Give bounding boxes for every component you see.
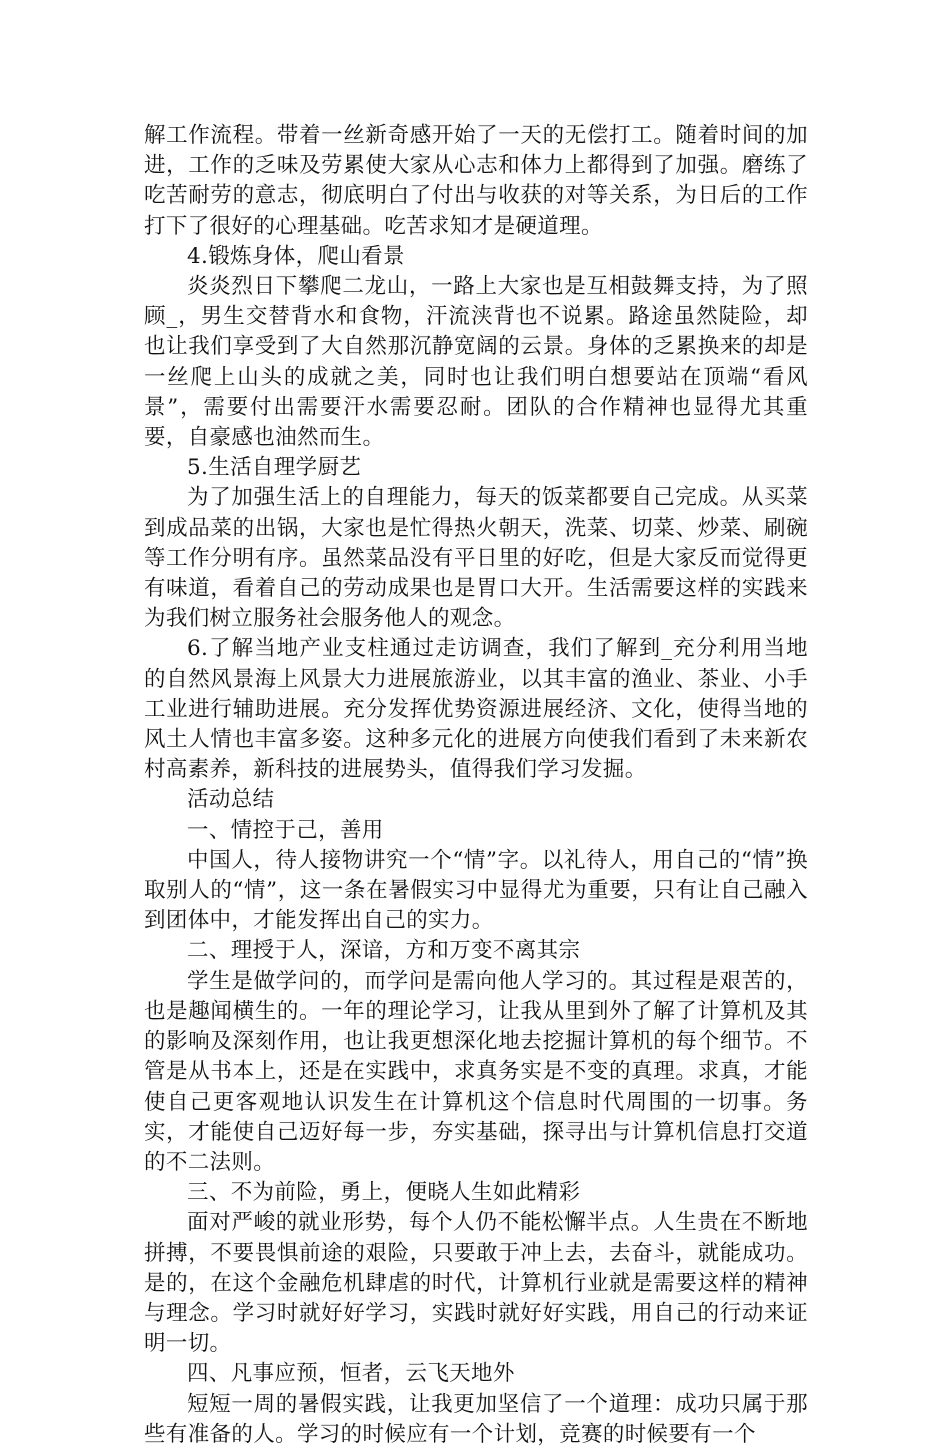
- heading-summary-4: 四、凡事应预，恒者，云飞天地外: [187, 1361, 515, 1387]
- paragraph-summary-4: 短短一周的暑假实践，让我更加坚信了一个道理：成功只属于那些有准备的人。学习的时候应有一个计划，竞赛的时候要有一个: [144, 1391, 808, 1447]
- paragraph-cooking: 为了加强生活上的自理能力，每天的饭菜都要自己完成。从买菜到成品菜的出锅，大家也是忙得热火朝天，洗菜、切菜、炒菜、刷碗等工作分明有序。虽然菜品没有平日里的好吃，但是大家反而觉得更有味道，看着自己的劳动成果也是胃口大开。生活需要这样的实践来为我们树立服务社会服务他人的观念。: [144, 485, 808, 632]
- paragraph-work-process: 解工作流程。带着一丝新奇感开始了一天的无偿打工。随着时间的加进，工作的乏味及劳累使大家从心志和体力上都得到了加强。磨练了吃苦耐劳的意志，彻底明白了付出与收获的对等关系，为日后的工作打下了很好的心理基础。吃苦求知才是硬道理。: [144, 123, 808, 239]
- heading-summary-1: 一、情控于己，善用: [187, 817, 384, 843]
- heading-activity-summary: 活动总结: [187, 787, 275, 813]
- heading-summary-3: 三、不为前险，勇上，便晓人生如此精彩: [187, 1180, 581, 1206]
- paragraph-summary-3: 面对严峻的就业形势，每个人仍不能松懈半点。人生贵在不断地拼搏，不要畏惧前途的艰险，只要敢于冲上去，去奋斗，就能成功。是的，在这个金融危机肆虐的时代，计算机行业就是需要这样的精神与理念。学习时就好好学习，实践时就好好实践，用自己的行动来证明一切。: [144, 1210, 808, 1357]
- heading-exercise-climbing: 4.锻炼身体，爬山看景: [187, 243, 405, 269]
- document-body: [144, 121, 808, 1450]
- paragraph-summary-2: 学生是做学问的，而学问是需向他人学习的。其过程是艰苦的，也是趣闻横生的。一年的理论学习，让我从里到外了解了计算机及其的影响及深刻作用，也让我更想深化地去挖掘计算机的每个细节。不管是从书本上，还是在实践中，求真务实是不变的真理。求真，才能使自己更客观地认识发生在计算机这个信息时代周围的一切事。务实，才能使自己迈好每一步，夯实基础，探寻出与计算机信息打交道的不二法则。: [144, 968, 808, 1175]
- paragraph-local-industry: 6.了解当地产业支柱通过走访调查，我们了解到_充分利用当地的自然风景海上风景大力进展旅游业，以其丰富的渔业、茶业、小手工业进行辅助进展。充分发挥优势资源进展经济、文化，使得当地的风土人情也丰富多姿。这种多元化的进展方向使我们看到了未来新农村高素养，新科技的进展势头，值得我们学习发掘。: [144, 636, 808, 783]
- heading-cooking: 5.生活自理学厨艺: [187, 455, 362, 481]
- paragraph-summary-1: 中国人，待人接物讲究一个“情”字。以礼待人，用自己的“情”换取别人的“情”，这一条在暑假实习中显得尤为重要，只有让自己融入到团体中，才能发挥出自己的实力。: [144, 847, 808, 934]
- heading-summary-2: 二、理授于人，深谙，方和万变不离其宗: [187, 938, 581, 964]
- paragraph-climbing: 炎炎烈日下攀爬二龙山，一路上大家也是互相鼓舞支持，为了照顾_，男生交替背水和食物，汗流浃背也不说累。路途虽然陡险，却也让我们享受到了大自然那沉静宽阔的云景。身体的乏累换来的却是一丝爬上山头的成就之美，同时也让我们明白想要站在顶端“看风景”，需要付出需要汗水需要忍耐。团队的合作精神也显得尤其重要，自豪感也油然而生。: [144, 274, 808, 451]
